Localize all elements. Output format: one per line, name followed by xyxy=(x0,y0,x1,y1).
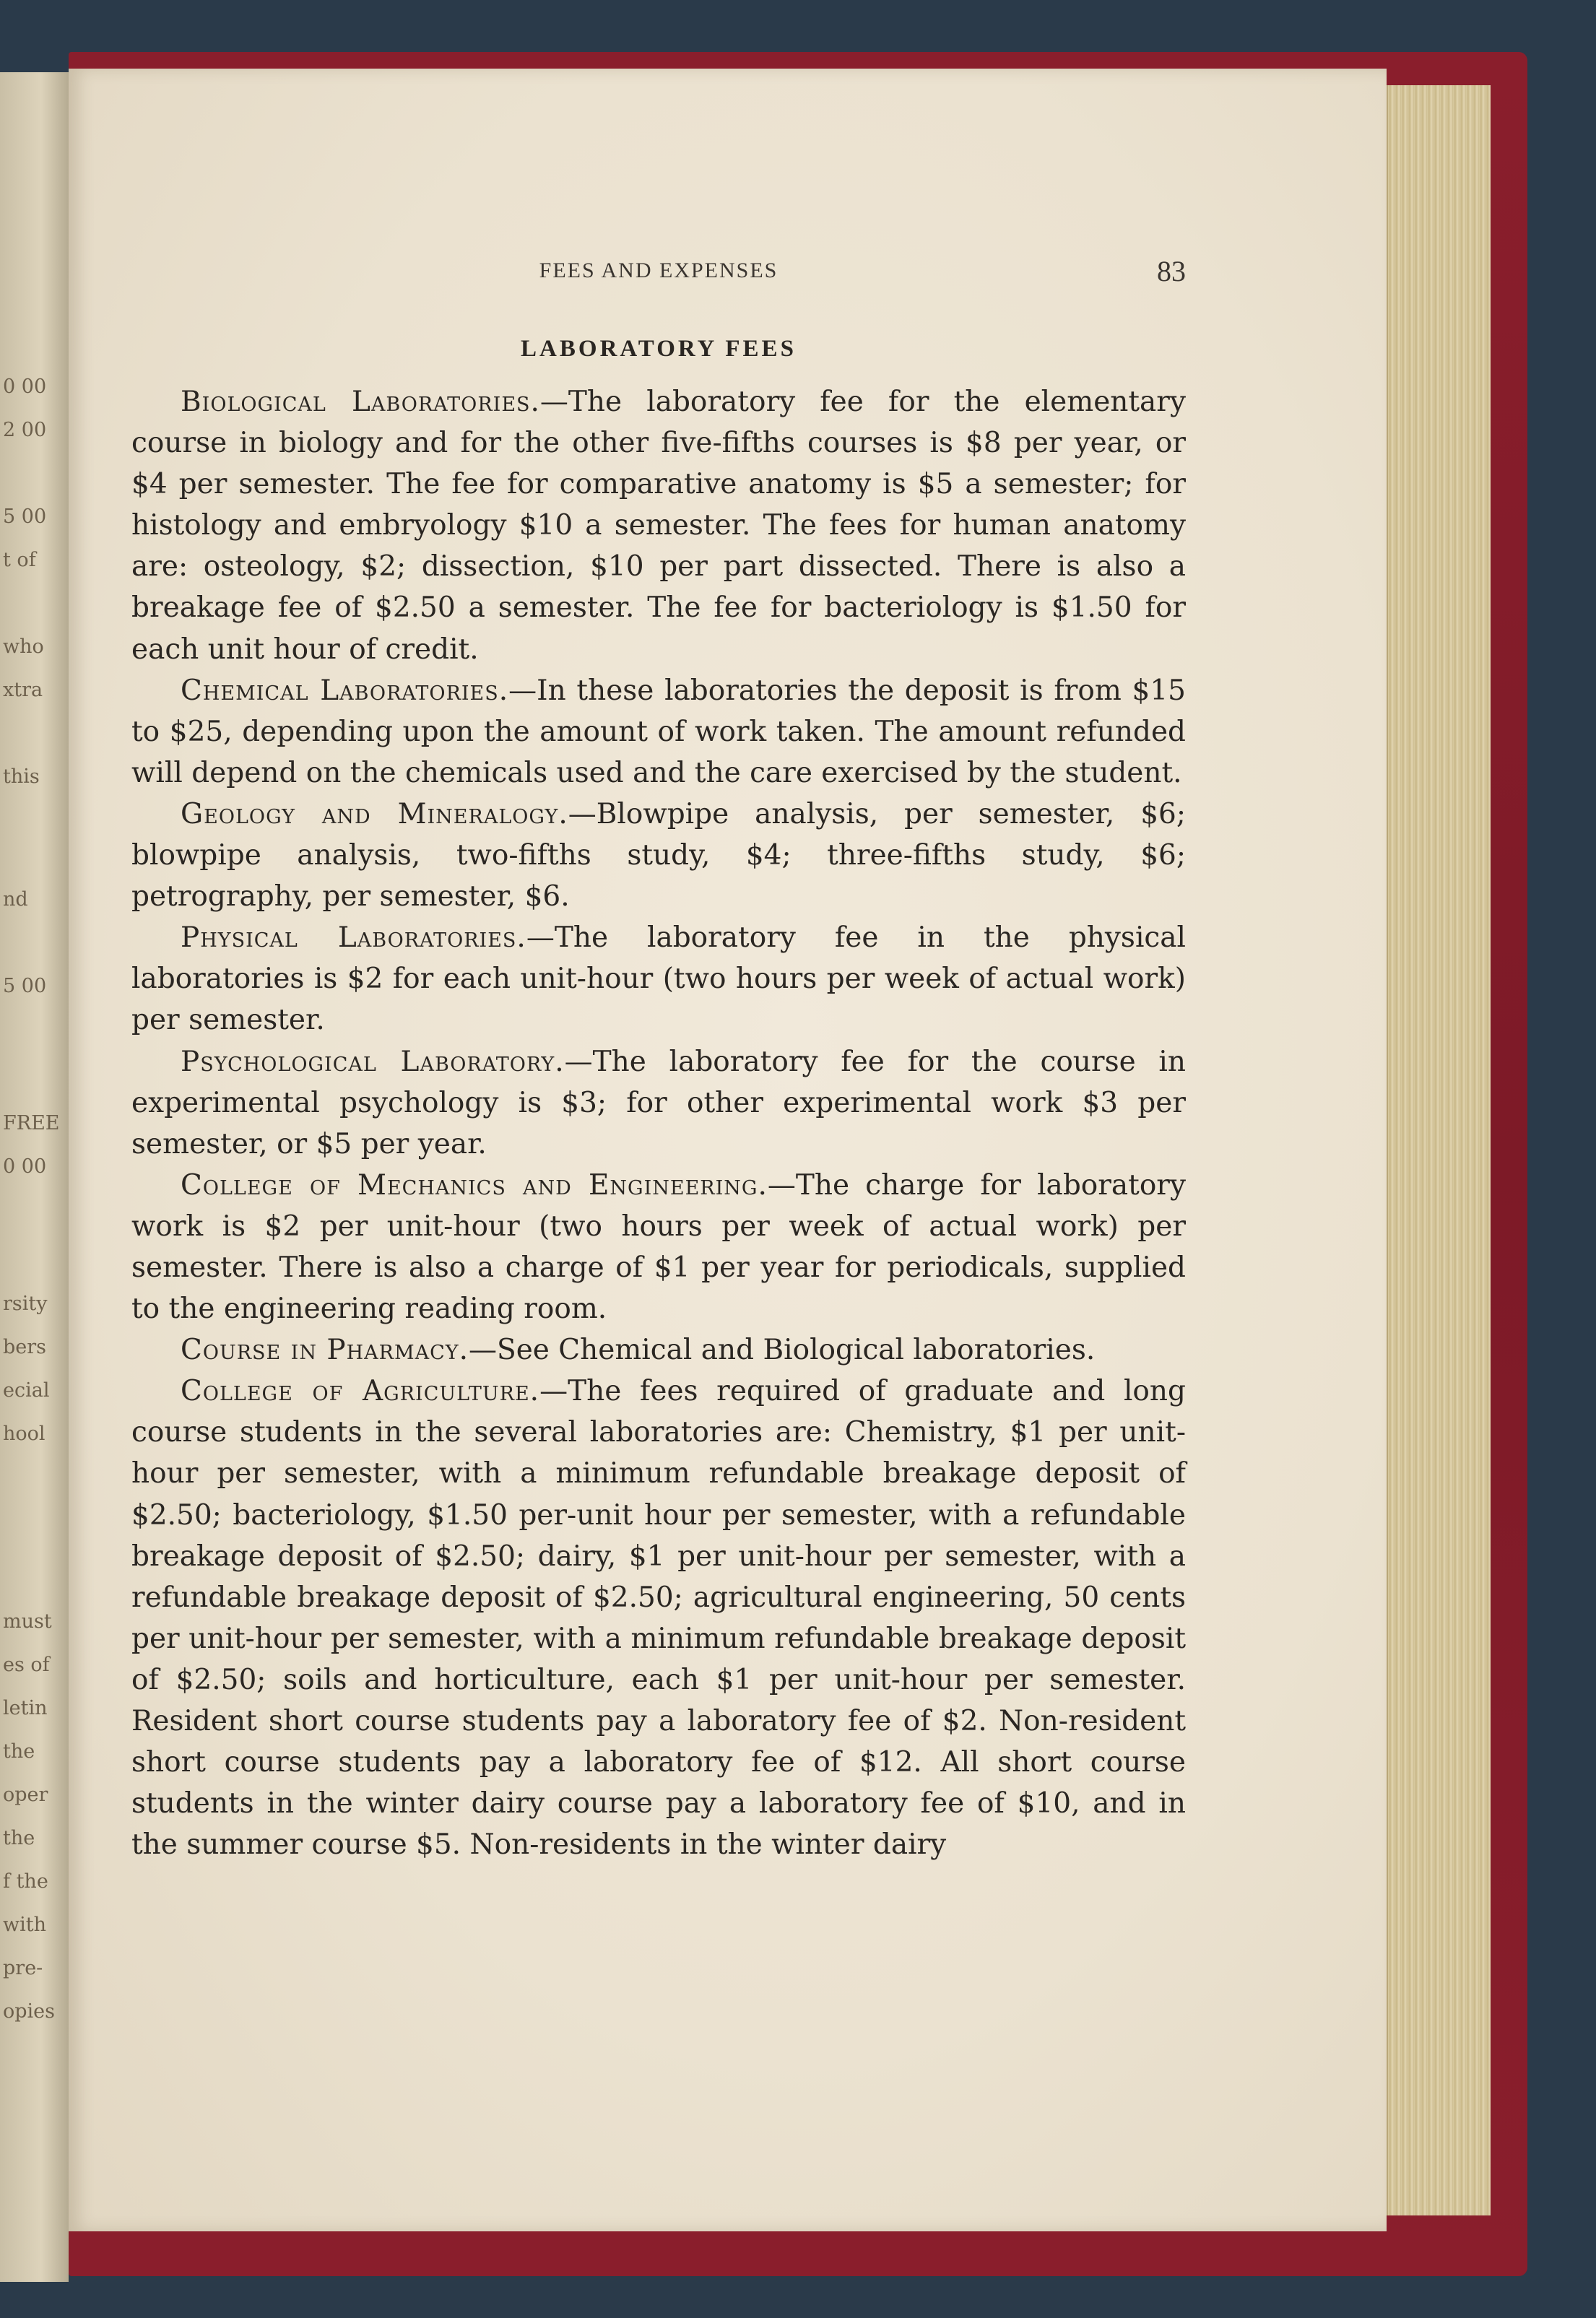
previous-page-fragment: must xyxy=(3,1610,52,1633)
previous-page-fragment: who xyxy=(3,635,44,658)
previous-page-fragment: with xyxy=(3,1914,46,1936)
previous-page-fragment: hool xyxy=(3,1423,45,1445)
paragraph-chemical-laboratories xyxy=(131,670,1186,794)
paragraph-text: —The fees required of graduate and long course students in the several laboratories are: Chemistry, $1 per unit-hour per semester, with a minimum refundable breakage deposit of $2.50; bacteriology, $1.50 per-unit hour per semester, with a refundable breakage deposit of $2.50; dairy, $1 per unit-hour per semester, with a refundable breakage deposit of $2.50; agricultural engineering, 50 cents per unit-hour per semester, with a minimum refundable breakage deposit of $2.50; soils and horticulture, each $1 per unit-hour per semester. Resident short course students pay a laboratory fee of $2. Non-resident short course students pay a laboratory fee of $12. All short course students in the winter dairy course pay a laboratory fee of $10, and in the summer course $5. Non-residents in the winter dairy xyxy=(131,1375,1186,1862)
paragraph-text: —The laboratory fee for the course in experimental psychology is $3; for other experimental work $3 per semester, or $5 per year. xyxy=(131,1045,1186,1160)
paragraph-heading: Physical Laboratories. xyxy=(181,921,526,955)
previous-page-fragment: t of xyxy=(3,549,36,571)
paragraph-college-agriculture xyxy=(131,1371,1186,1865)
paragraph-heading: Psychological Laboratory. xyxy=(181,1045,565,1078)
previous-page-fragment: 2 00 xyxy=(3,419,47,441)
paragraph-heading: Geology and Mineralogy. xyxy=(181,797,568,830)
previous-page-fragment: nd xyxy=(3,888,28,911)
paragraph-text: —The charge for laboratory work is $2 per unit-hour (two hours per week of actual work) per semester. There is also a charge of $1 per year for periodicals, supplied to the engineering reading room. xyxy=(131,1168,1186,1326)
previous-page-fragment: bers xyxy=(3,1336,47,1358)
previous-page-fragment: 5 00 xyxy=(3,975,47,997)
paragraph-heading: Course in Pharmacy. xyxy=(181,1334,469,1367)
paragraph-heading: College of Agriculture. xyxy=(181,1375,540,1408)
paragraph-text: —The laboratory fee for the elementary course in biology and for the other five-fifths courses is $8 per year, or $4 per semester. The fee for comparative anatomy is $5 a semester; for histology and embryology $10 a semester. The fees for human anatomy are: osteology, $2; dissection, $10 per part dissected. There is also a breakage fee of $2.50 a semester. The fee for bacteriology is $1.50 for each unit hour of credit. xyxy=(131,386,1186,666)
page-fore-edge xyxy=(1387,85,1491,2215)
previous-page-fragment: ecial xyxy=(3,1379,50,1402)
previous-page-fragment: pre- xyxy=(3,1957,43,1979)
paragraph-course-pharmacy xyxy=(131,1329,1186,1371)
previous-page-fragment: 0 00 xyxy=(3,376,47,398)
previous-page-fragment: opies xyxy=(3,2000,56,2023)
paragraph-biological-laboratories xyxy=(131,381,1186,670)
paragraph-mechanics-engineering xyxy=(131,1165,1186,1329)
paragraph-text: —In these laboratories the deposit is from $15 to $25, depending upon the amount of work taken. The amount refunded will depend on the chemicals used and the care exercised by the student. xyxy=(131,674,1186,789)
previous-page-fragment: the xyxy=(3,1827,35,1849)
previous-page-edge xyxy=(0,72,69,2282)
previous-page-fragment: this xyxy=(3,765,40,788)
paragraph-text: —Blowpipe analysis, per semester, $6; blowpipe analysis, two-fifths study, $4; three-fifths study, $6; petrography, per semester, $6. xyxy=(131,797,1186,913)
previous-page-fragment: xtra xyxy=(3,679,43,701)
paragraph-text: —The laboratory fee in the physical laboratories is $2 for each unit-hour (two hours per week of actual work) per semester. xyxy=(131,921,1186,1037)
running-head: FEES AND EXPENSES xyxy=(539,259,779,282)
paragraph-heading: Chemical Laboratories. xyxy=(181,674,509,707)
paragraph-psychological-laboratory xyxy=(131,1041,1186,1165)
paragraph-physical-laboratories xyxy=(131,917,1186,1041)
section-title: LABORATORY FEES xyxy=(521,336,797,362)
page-number: 83 xyxy=(1157,255,1186,287)
paragraph-geology-mineralogy xyxy=(131,794,1186,917)
previous-page-fragment: f the xyxy=(3,1870,48,1893)
paragraph-heading: Biological Laboratories. xyxy=(181,386,540,418)
body-text xyxy=(131,381,1186,1865)
previous-page-fragment: es of xyxy=(3,1654,50,1676)
previous-page-fragment: the xyxy=(3,1740,35,1763)
previous-page-fragment: rsity xyxy=(3,1293,48,1315)
previous-page-fragment: letin xyxy=(3,1697,48,1719)
paragraph-heading: College of Mechanics and Engineering. xyxy=(181,1168,768,1202)
previous-page-fragment: 5 00 xyxy=(3,505,47,528)
paragraph-text: —See Chemical and Biological laboratories. xyxy=(469,1334,1096,1367)
previous-page-fragment: FREE xyxy=(3,1112,60,1134)
previous-page-fragment: oper xyxy=(3,1784,48,1806)
previous-page-fragment: 0 00 xyxy=(3,1155,47,1178)
page-header xyxy=(131,255,1186,295)
